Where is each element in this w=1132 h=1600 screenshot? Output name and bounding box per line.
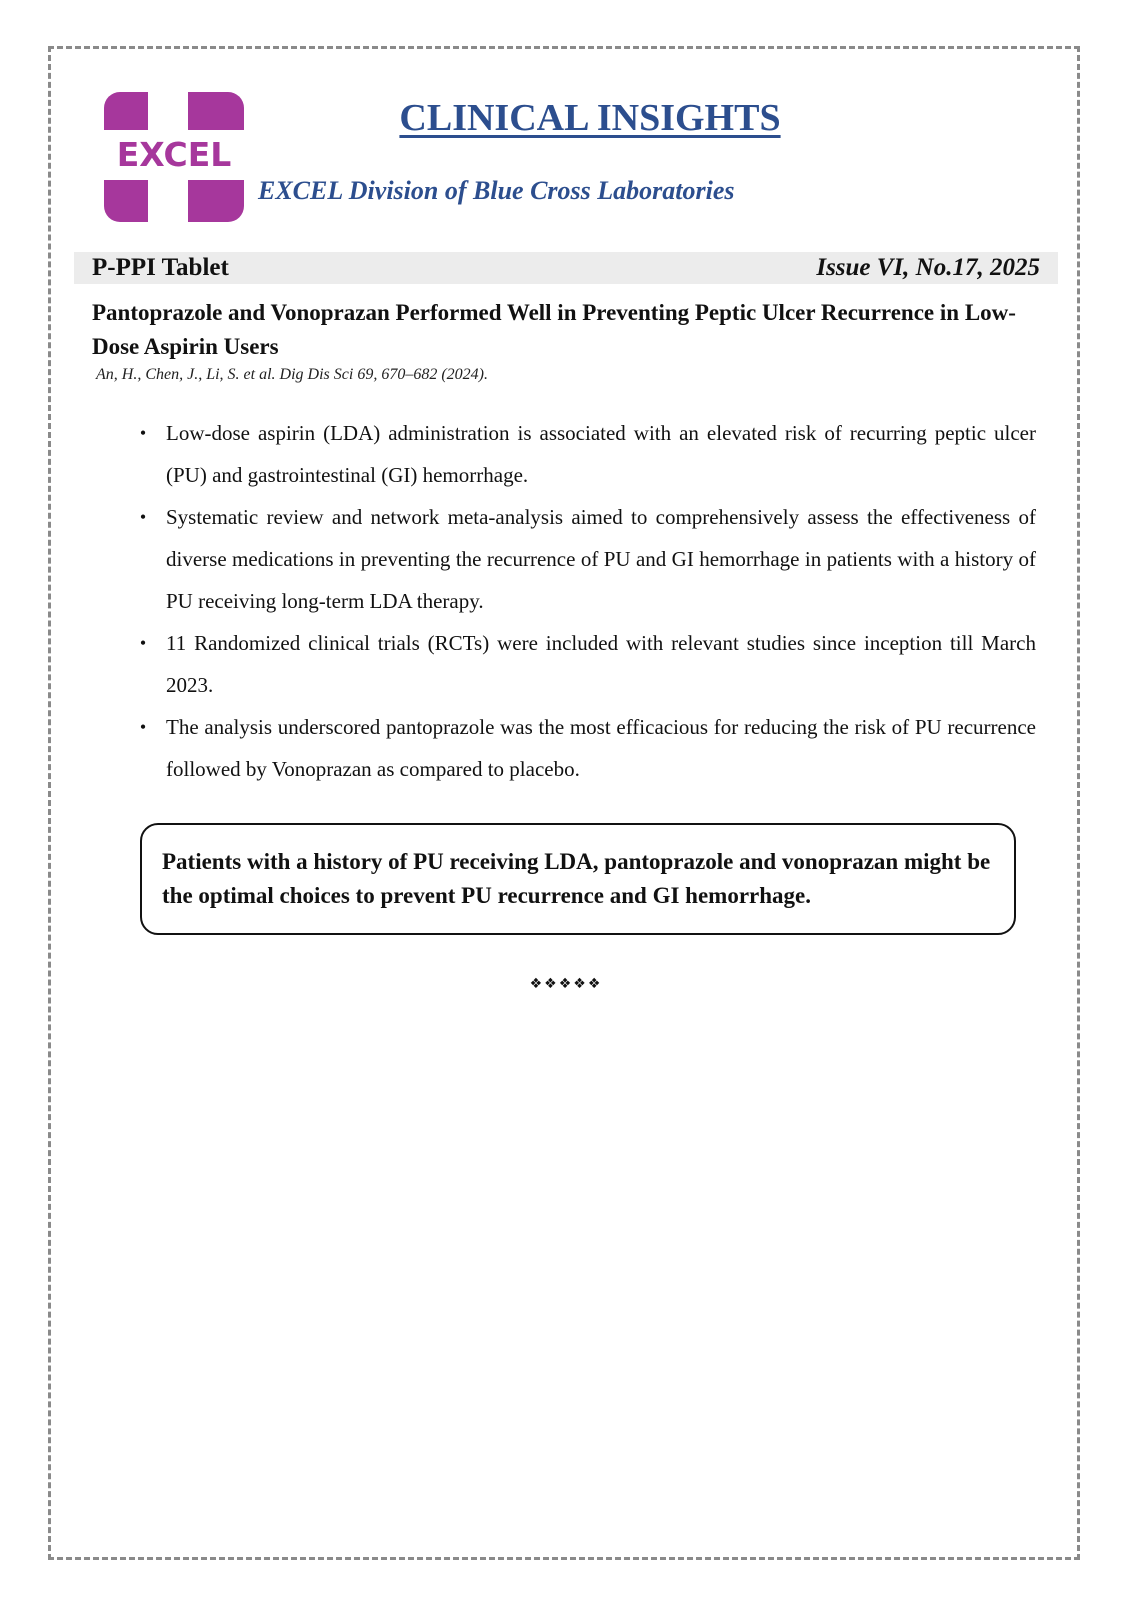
section-divider-icon: ❖❖❖❖❖ — [529, 976, 603, 992]
key-points-list — [136, 412, 1036, 790]
excel-logo — [104, 92, 244, 222]
page-subtitle: EXCEL Division of Blue Cross Laboratories — [258, 176, 735, 205]
list-item — [136, 412, 1036, 496]
article-citation: An, H., Chen, J., Li, S. et al. Dig Dis Sci 69, 670–682 (2024). — [96, 366, 488, 383]
list-item-text: 11 Randomized clinical trials (RCTs) were included with relevant studies since inception till March 2023. — [166, 631, 1036, 697]
list-item — [136, 622, 1036, 706]
issue-number: Issue VI, No.17, 2025 — [816, 254, 1040, 281]
product-name: P-PPI Tablet — [92, 254, 229, 281]
article-headline: Pantoprazole and Vonoprazan Performed Well in Preventing Peptic Ulcer Recurrence in Low-Dose Aspirin Users — [92, 300, 1016, 359]
logo-text: EXCEL — [116, 135, 232, 174]
bullet-icon: • — [139, 717, 147, 737]
list-item-text: The analysis underscored pantoprazole was the most efficacious for reducing the risk of PU recurrence followed by Vonoprazan as compared to placebo. — [166, 715, 1036, 781]
conclusion-text: Patients with a history of PU receiving LDA, pantoprazole and vonoprazan might be the optimal choices to prevent PU recurrence and GI hemorrhage. — [162, 849, 991, 908]
info-band — [74, 252, 1058, 284]
bullet-icon: • — [139, 423, 147, 443]
conclusion-box — [140, 823, 1016, 935]
bullet-icon: • — [139, 633, 147, 653]
bullet-icon: • — [139, 507, 147, 527]
page-title: CLINICAL INSIGHTS — [399, 97, 781, 139]
list-item-text: Low-dose aspirin (LDA) administration is associated with an elevated risk of recurring peptic ulcer (PU) and gastrointestinal (GI) hemorrhage. — [166, 421, 1036, 487]
list-item — [136, 496, 1036, 622]
list-item — [136, 706, 1036, 790]
list-item-text: Systematic review and network meta-analysis aimed to comprehensively assess the effectiveness of diverse medications in preventing the recurrence of PU and GI hemorrhage in patients with a history of PU receiving long-term LDA therapy. — [166, 505, 1036, 613]
